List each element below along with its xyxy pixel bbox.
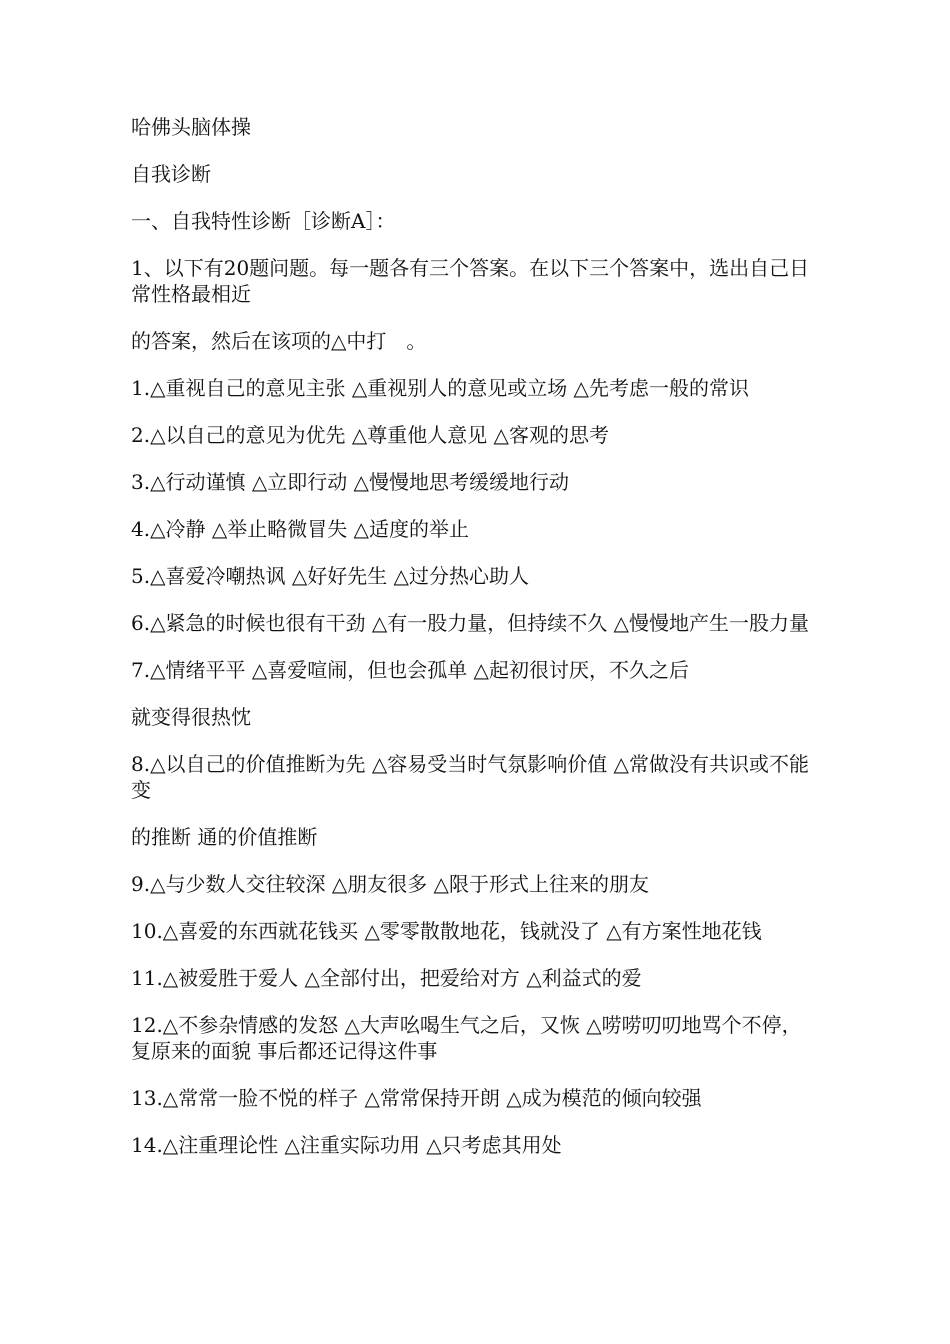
- question-item: 3.△行动谨慎 △立即行动 △慢慢地思考缓缓地行动: [131, 470, 569, 494]
- question-item-continued: 的推断 通的价值推断: [131, 825, 318, 849]
- question-item: 14.△注重理论性 △注重实际功用 △只考虑其用处: [131, 1133, 562, 1157]
- question-item: 8.△以自己的价值推断为先 △容易受当时气氛影响价值 △常做没有共识或不能变: [131, 752, 809, 802]
- section-heading: 自我诊断: [131, 162, 211, 186]
- question-item: 2.△以自己的意见为优先 △尊重他人意见 △客观的思考: [131, 423, 609, 447]
- question-item: 1.△重视自己的意见主张 △重视别人的意见或立场 △先考虑一般的常识: [131, 376, 749, 400]
- question-item: 13.△常常一脸不悦的样子 △常常保持开朗 △成为模范的倾向较强: [131, 1086, 702, 1110]
- question-item: 5.△喜爱冷嘲热讽 △好好先生 △过分热心助人: [131, 564, 529, 588]
- question-item: 12.△不参杂情感的发怒 △大声吆喝生气之后，又恢 △唠唠叨叨地骂个不停，复原来的面貌 事后都还记得这件事: [131, 1013, 802, 1063]
- subsection-heading: 一、自我特性诊断［诊断A］：: [131, 209, 396, 233]
- question-item: 4.△冷静 △举止略微冒失 △适度的举止: [131, 517, 469, 541]
- question-item: 10.△喜爱的东西就花钱买 △零零散散地花，钱就没了 △有方案性地花钱: [131, 919, 762, 943]
- document-body: [131, 114, 821, 1179]
- instruction-paragraph: 1、以下有20题问题。每一题各有三个答案。在以下三个答案中，选出自己日常性格最相近: [131, 256, 810, 306]
- question-item: 11.△被爱胜于爱人 △全部付出，把爱给对方 △利益式的爱: [131, 966, 642, 990]
- question-item: 6.△紧急的时候也很有干劲 △有一股力量，但持续不久 △慢慢地产生一股力量: [131, 611, 809, 635]
- instruction-paragraph-continued: 的答案，然后在该项的△中打 。: [131, 329, 427, 353]
- document-title: 哈佛头脑体操: [131, 115, 251, 139]
- question-item: 7.△情绪平平 △喜爱喧闹，但也会孤单 △起初很讨厌，不久之后: [131, 658, 689, 682]
- question-item-continued: 就变得很热忱: [131, 705, 251, 729]
- question-item: 9.△与少数人交往较深 △朋友很多 △限于形式上往来的朋友: [131, 872, 649, 896]
